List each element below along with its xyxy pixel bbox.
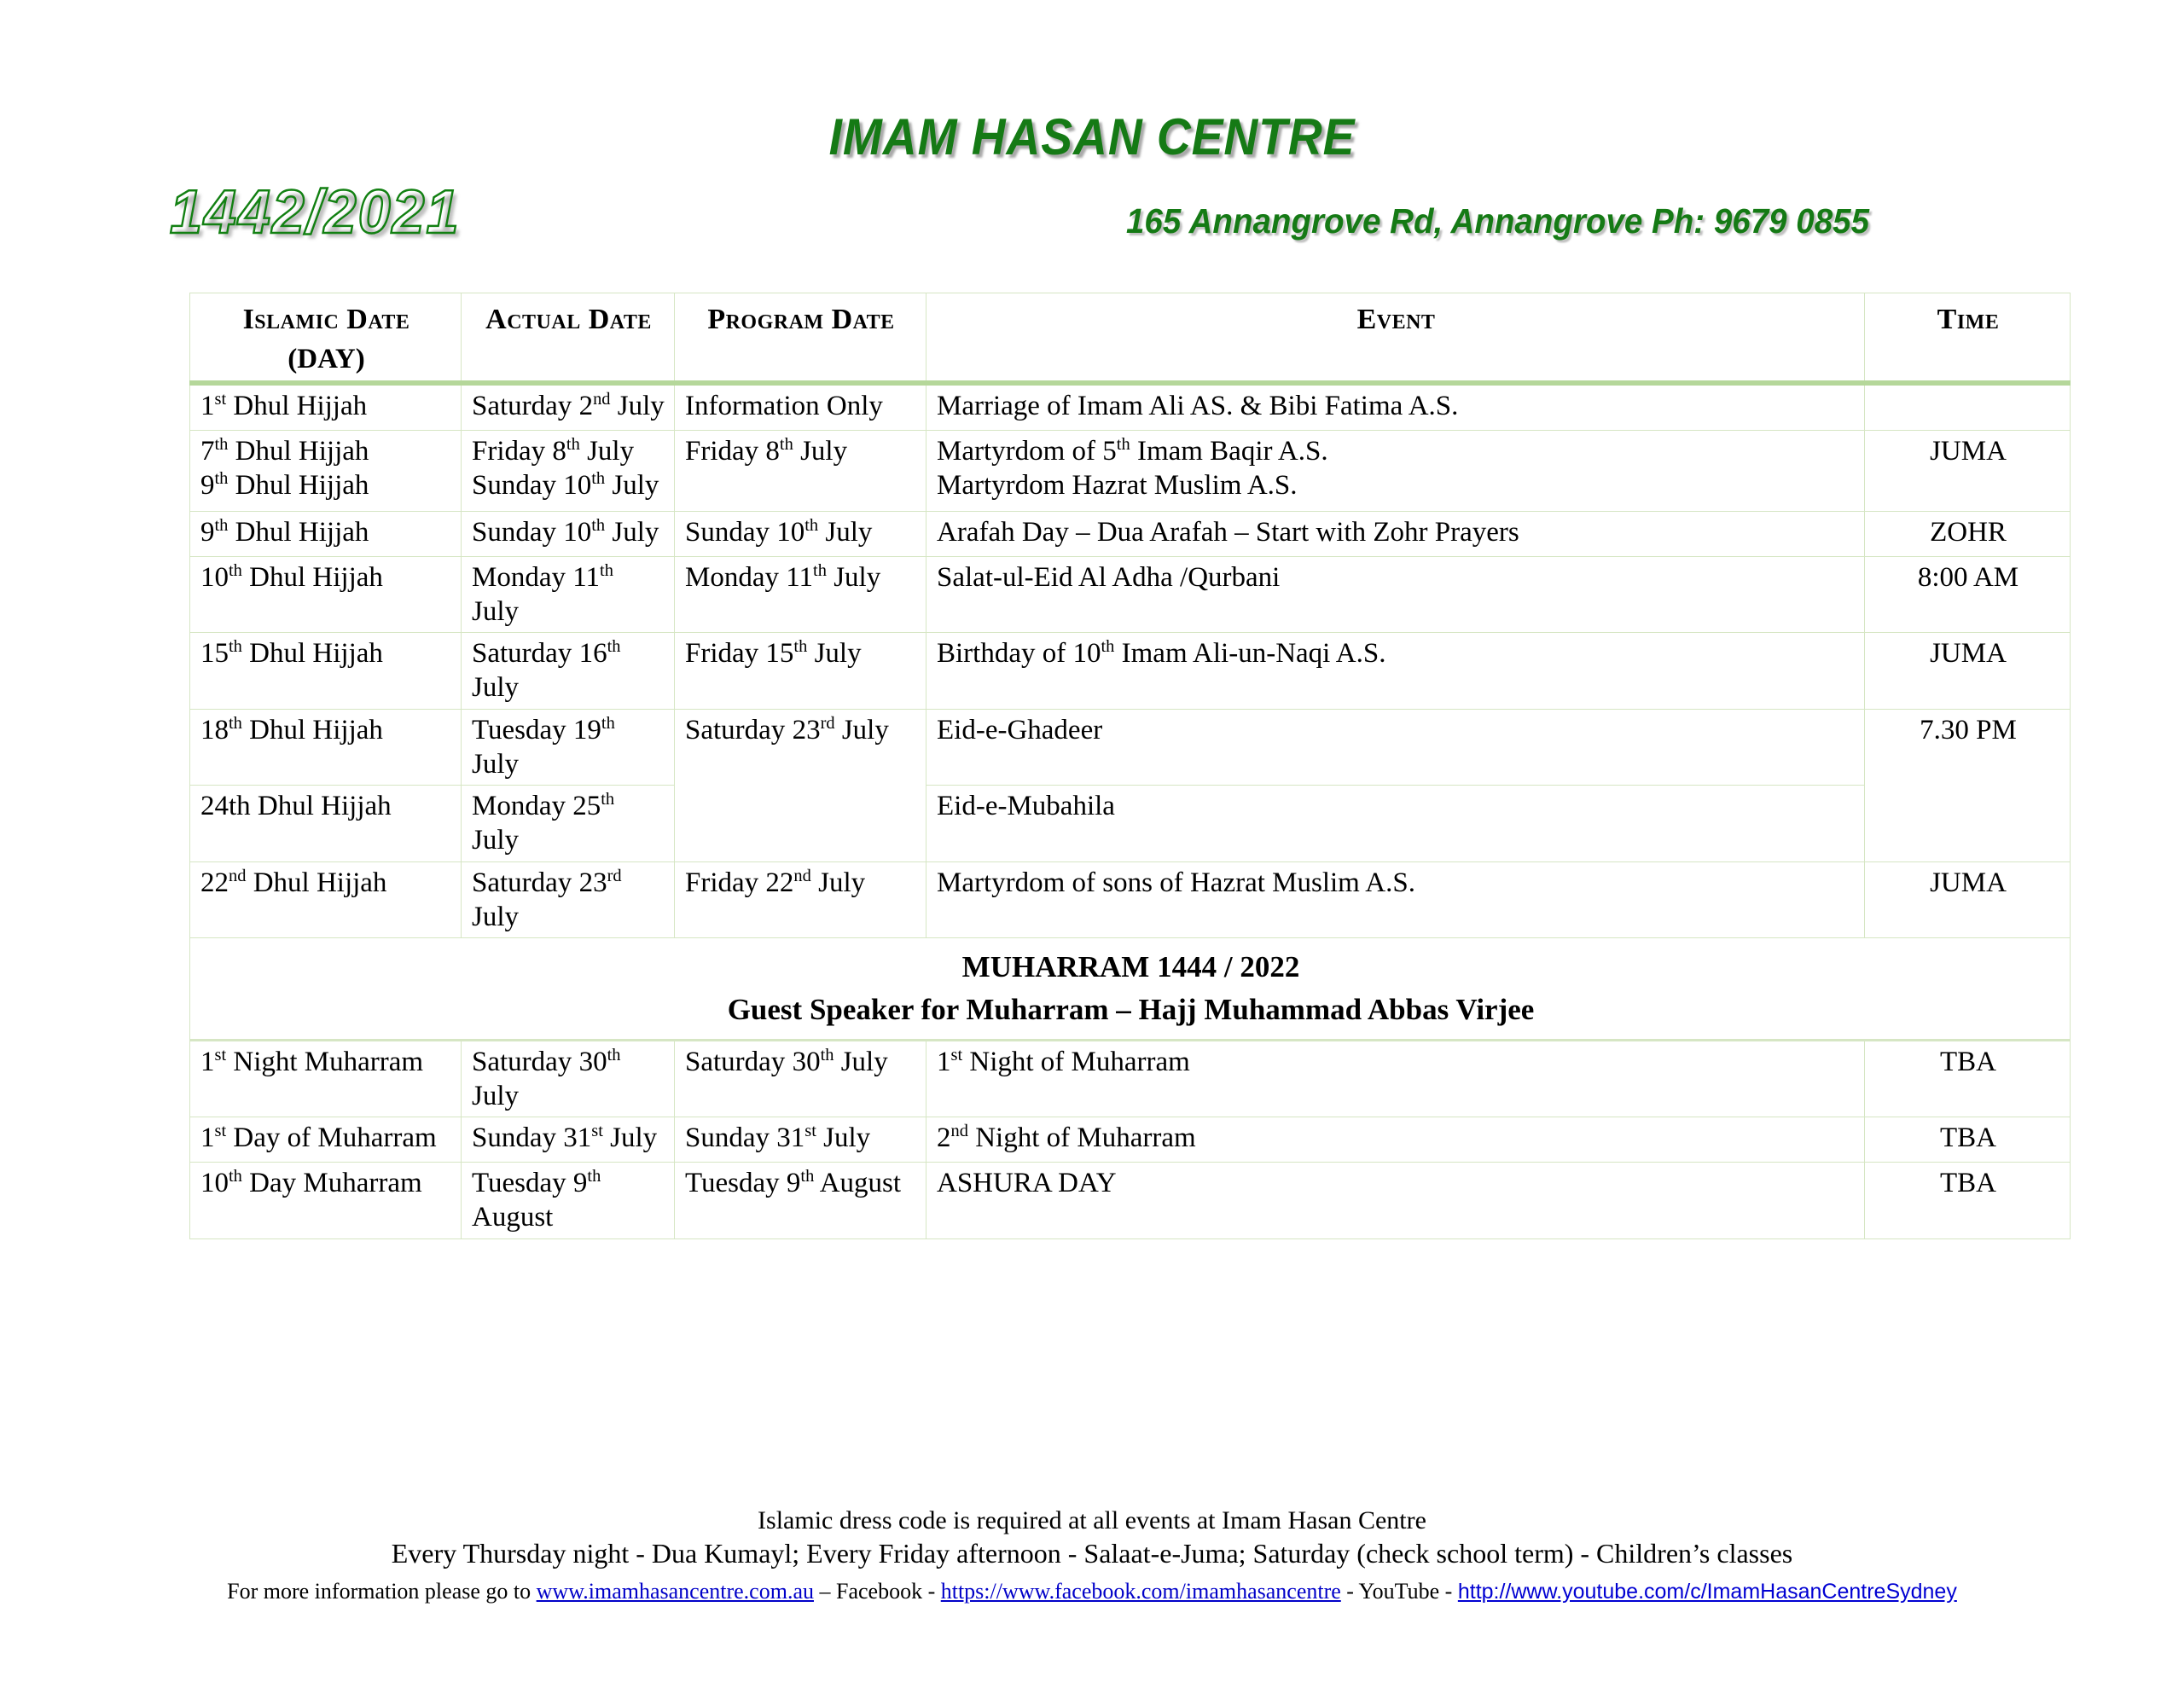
column-header-program-date — [675, 293, 926, 383]
cell-actual-date: Saturday 2nd July — [462, 383, 675, 431]
table-row — [190, 383, 2071, 431]
cell-actual-date: Sunday 31st July — [462, 1117, 675, 1163]
document-header — [0, 0, 2184, 273]
islamic-date-line-1: 7th Dhul Hijjah — [200, 434, 369, 467]
column-header-label: Program Date — [707, 304, 895, 335]
table-row — [190, 1040, 2071, 1117]
cell-actual-date: Saturday 30th July — [462, 1040, 675, 1117]
table-row — [190, 786, 2071, 862]
table-row — [190, 633, 2071, 710]
cell-time: TBA — [1865, 1040, 2071, 1117]
footer-dress-code: Islamic dress code is required at all events at Imam Hasan Centre — [758, 1506, 1426, 1534]
cell-islamic-date: 10th Day Muharram — [190, 1163, 462, 1239]
table-row — [190, 709, 2071, 786]
cell-event: Martyrdom of sons of Hazrat Muslim A.S. — [926, 861, 1865, 938]
cell-actual-date: Tuesday 9th August — [462, 1163, 675, 1239]
cell-program-date: Information Only — [675, 383, 926, 431]
table-row — [190, 861, 2071, 938]
event-schedule-table — [189, 293, 2071, 1239]
cell-islamic-date: 15th Dhul Hijjah — [190, 633, 462, 710]
cell-time: 8:00 AM — [1865, 556, 2071, 633]
cell-islamic-date: 1st Day of Muharram — [190, 1117, 462, 1163]
cell-time: JUMA — [1865, 633, 2071, 710]
cell-program-date: Sunday 31st July — [675, 1117, 926, 1163]
footer-weekly-programs: Every Thursday night - Dua Kumayl; Every Friday afternoon - Salaat-e-Juma; Saturday (check school term) - Children’s classes — [391, 1538, 1793, 1569]
cell-time: TBA — [1865, 1117, 2071, 1163]
cell-actual-date: Sunday 10th July — [462, 511, 675, 556]
column-header-label: Event — [1356, 304, 1436, 335]
cell-event-ashura: ASHURA DAY — [926, 1163, 1865, 1239]
muharram-banner-cell — [190, 938, 2071, 1040]
table-header-row — [190, 293, 2071, 383]
cell-event: Marriage of Imam Ali AS. & Bibi Fatima A.S. — [926, 383, 1865, 431]
cell-program-date: Friday 15th July — [675, 633, 926, 710]
facebook-link[interactable]: https://www.facebook.com/imamhasancentre — [940, 1578, 1341, 1604]
cell-islamic-date — [190, 430, 462, 511]
cell-islamic-date: 9th Dhul Hijjah — [190, 511, 462, 556]
cell-event: 2nd Night of Muharram — [926, 1117, 1865, 1163]
muharram-banner-row — [190, 938, 2071, 1040]
footer-info-prefix: For more information please go to — [227, 1578, 537, 1604]
cell-islamic-date: 24th Dhul Hijjah — [190, 786, 462, 862]
cell-time — [1865, 383, 2071, 431]
muharram-title: MUHARRAM 1444 / 2022 — [961, 950, 1300, 984]
cell-actual-date — [462, 430, 675, 511]
cell-actual-date: Monday 11th July — [462, 556, 675, 633]
table-row — [190, 556, 2071, 633]
cell-time: JUMA — [1865, 861, 2071, 938]
column-header-islamic-date — [190, 293, 462, 383]
cell-event: Eid-e-Ghadeer — [926, 709, 1865, 786]
document-footer — [0, 1505, 2184, 1607]
cell-time-merged: 7.30 PM — [1865, 709, 2071, 861]
muharram-guest-speaker: Guest Speaker for Muharram – Hajj Muhammad Abbas Virjee — [727, 992, 1535, 1026]
footer-youtube-label: - YouTube - — [1340, 1578, 1458, 1604]
hijri-year-title: 1442/2021 — [169, 178, 461, 247]
cell-program-date: Friday 8th July — [675, 430, 926, 511]
event-line-2: Martyrdom Hazrat Muslim A.S. — [937, 469, 1298, 501]
cell-program-date: Sunday 10th July — [675, 511, 926, 556]
cell-actual-date: Saturday 23rd July — [462, 861, 675, 938]
actual-date-line-1: Friday 8th July — [472, 434, 635, 467]
cell-islamic-date: 1st Night Muharram — [190, 1040, 462, 1117]
table-row — [190, 511, 2071, 556]
column-header-event — [926, 293, 1865, 383]
cell-program-date: Friday 22nd July — [675, 861, 926, 938]
event-line-1: Martyrdom of 5th Imam Baqir A.S. — [937, 434, 1328, 467]
column-header-label: Islamic Date — [242, 304, 410, 335]
cell-event: Arafah Day – Dua Arafah – Start with Zohr Prayers — [926, 511, 1865, 556]
cell-time: ZOHR — [1865, 511, 2071, 556]
cell-islamic-date: 1st Dhul Hijjah — [190, 383, 462, 431]
column-header-label: Time — [1937, 304, 2000, 335]
cell-islamic-date: 10th Dhul Hijjah — [190, 556, 462, 633]
cell-event — [926, 430, 1865, 511]
cell-time: TBA — [1865, 1163, 2071, 1239]
cell-event: Salat-ul-Eid Al Adha /Qurbani — [926, 556, 1865, 633]
islamic-date-line-2: 9th Dhul Hijjah — [200, 468, 369, 501]
cell-event: Birthday of 10th Imam Ali-un-Naqi A.S. — [926, 633, 1865, 710]
cell-islamic-date: 22nd Dhul Hijjah — [190, 861, 462, 938]
cell-islamic-date: 18th Dhul Hijjah — [190, 709, 462, 786]
table-row — [190, 430, 2071, 511]
cell-actual-date: Monday 25th July — [462, 786, 675, 862]
cell-program-date: Saturday 30th July — [675, 1040, 926, 1117]
centre-title: IMAM HASAN CENTRE — [828, 108, 1356, 165]
cell-event: Eid-e-Mubahila — [926, 786, 1865, 862]
cell-program-date: Monday 11th July — [675, 556, 926, 633]
actual-date-line-2: Sunday 10th July — [472, 468, 659, 501]
centre-address: 165 Annangrove Rd, Annangrove Ph: 9679 0855 — [1126, 201, 1870, 241]
cell-actual-date: Tuesday 19th July — [462, 709, 675, 786]
website-link[interactable]: www.imamhasancentre.com.au — [536, 1578, 814, 1604]
column-header-label: Actual Date — [485, 304, 652, 335]
table-row — [190, 1163, 2071, 1239]
youtube-link[interactable]: http://www.youtube.com/c/ImamHasanCentreSydney — [1457, 1579, 1957, 1604]
column-header-sublabel: (DAY) — [288, 344, 365, 375]
footer-facebook-label: – Facebook - — [813, 1578, 941, 1604]
footer-contact-links — [0, 1575, 2184, 1608]
cell-time: JUMA — [1865, 430, 2071, 511]
cell-event: 1st Night of Muharram — [926, 1040, 1865, 1117]
cell-program-date-merged: Saturday 23rd July — [675, 709, 926, 861]
column-header-time — [1865, 293, 2071, 383]
cell-program-date: Tuesday 9th August — [675, 1163, 926, 1239]
table-row — [190, 1117, 2071, 1163]
column-header-actual-date — [462, 293, 675, 383]
cell-actual-date: Saturday 16th July — [462, 633, 675, 710]
